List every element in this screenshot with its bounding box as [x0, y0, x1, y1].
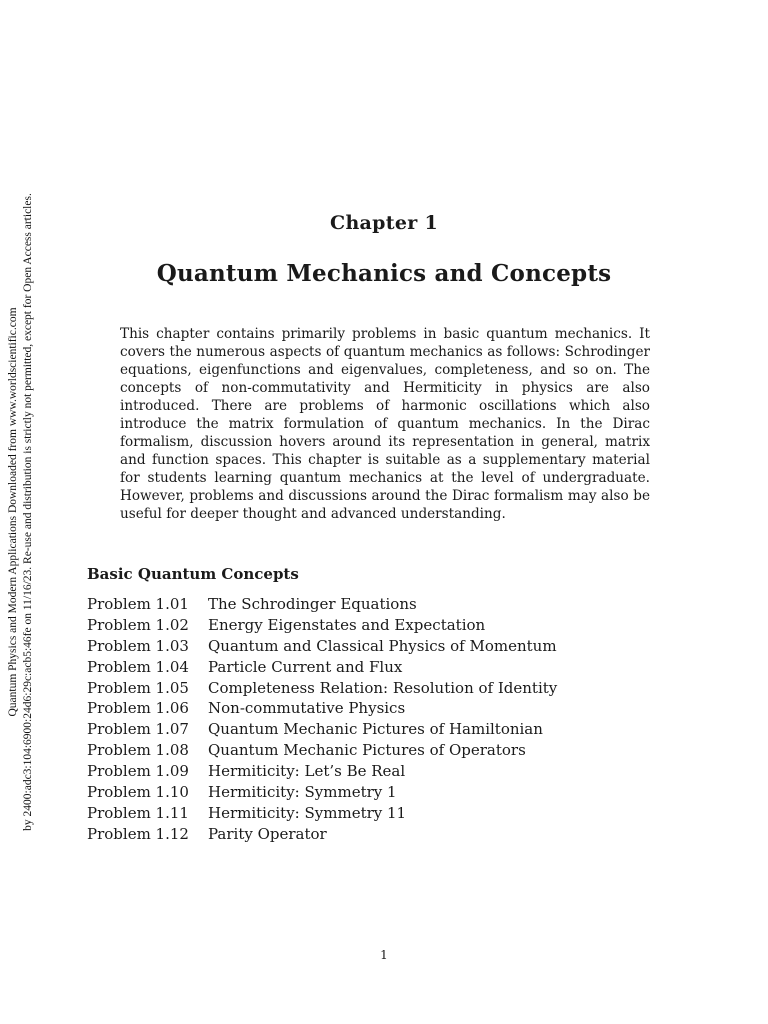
chapter-title: Quantum Mechanics and Concepts	[156, 260, 612, 287]
problem-item	[87, 803, 687, 824]
problem-title: Particle Current and Flux	[208, 657, 403, 676]
problem-number: Problem 1.10	[87, 783, 189, 802]
problem-title: Hermiticity: Symmetry 11	[208, 803, 407, 822]
problem-number: Problem 1.11	[87, 803, 189, 822]
section-heading: Basic Quantum Concepts	[87, 565, 299, 583]
problem-item	[87, 678, 687, 699]
chapter-abstract: This chapter contains primarily problems in basic quantum mechanics. It covers the numerous aspects of quantum mechanics as follows: Schrodinger equations, eigenfunctions and eigenvalues, completeness, and so on. The concepts of non-commutativity and Hermiticity in physics are also introduced. There are problems of harmonic oscillations which also introduce the matrix formulation of quantum mechanics. In the Dirac formalism, discussion hovers around its representation in general, matrix and function spaces. This chapter is suitable as a supplementary material for students learning quantum mechanics at the level of undergraduate. However, problems and discussions around the Dirac formalism may also be useful for deeper thought and advanced understanding.	[120, 326, 650, 523]
problem-title: Quantum and Classical Physics of Momentum	[208, 636, 557, 655]
problem-number: Problem 1.12	[87, 824, 189, 843]
problem-title: The Schrodinger Equations	[208, 595, 417, 613]
problem-item	[87, 615, 687, 636]
problem-item	[87, 657, 687, 678]
problem-item	[87, 719, 687, 740]
problem-number: Problem 1.05	[87, 678, 189, 697]
problem-title: Non-commutative Physics	[208, 699, 406, 718]
side-note-line-2: by 2400:adc3:104:6900:24d6:29c:acb5:46fe on 11/16/23. Re-use and distribution is strictly not permitted, except for Open Access articles.	[22, 193, 34, 831]
problem-number: Problem 1.02	[87, 615, 189, 634]
problem-title: Hermiticity: Symmetry 1	[208, 783, 397, 802]
problem-item	[87, 698, 687, 719]
problem-item	[87, 740, 687, 761]
chapter-label: Chapter 1	[330, 212, 438, 234]
problem-title: Completeness Relation: Resolution of Identity	[208, 678, 558, 697]
problem-title: Parity Operator	[208, 824, 327, 843]
problem-number: Problem 1.07	[87, 720, 189, 739]
problem-title: Quantum Mechanic Pictures of Operators	[208, 741, 526, 760]
problem-list	[87, 594, 687, 845]
problem-number: Problem 1.09	[87, 762, 189, 781]
problem-title: Energy Eigenstates and Expectation	[208, 615, 486, 634]
problem-item	[87, 761, 687, 782]
problem-title: Hermiticity: Let’s Be Real	[208, 762, 406, 781]
problem-title: Quantum Mechanic Pictures of Hamiltonian	[208, 720, 543, 739]
page-number: 1	[380, 948, 388, 962]
problem-number: Problem 1.06	[87, 699, 189, 718]
problem-item	[87, 636, 687, 657]
problem-item	[87, 782, 687, 803]
problem-item	[87, 594, 687, 615]
problem-number: Problem 1.01	[87, 595, 189, 613]
problem-number: Problem 1.03	[87, 636, 189, 655]
problem-item	[87, 824, 687, 845]
problem-number: Problem 1.08	[87, 741, 189, 760]
side-note-line-1: Quantum Physics and Modern Applications Downloaded from www.worldscientific.com	[7, 307, 19, 717]
problem-number: Problem 1.04	[87, 657, 189, 676]
